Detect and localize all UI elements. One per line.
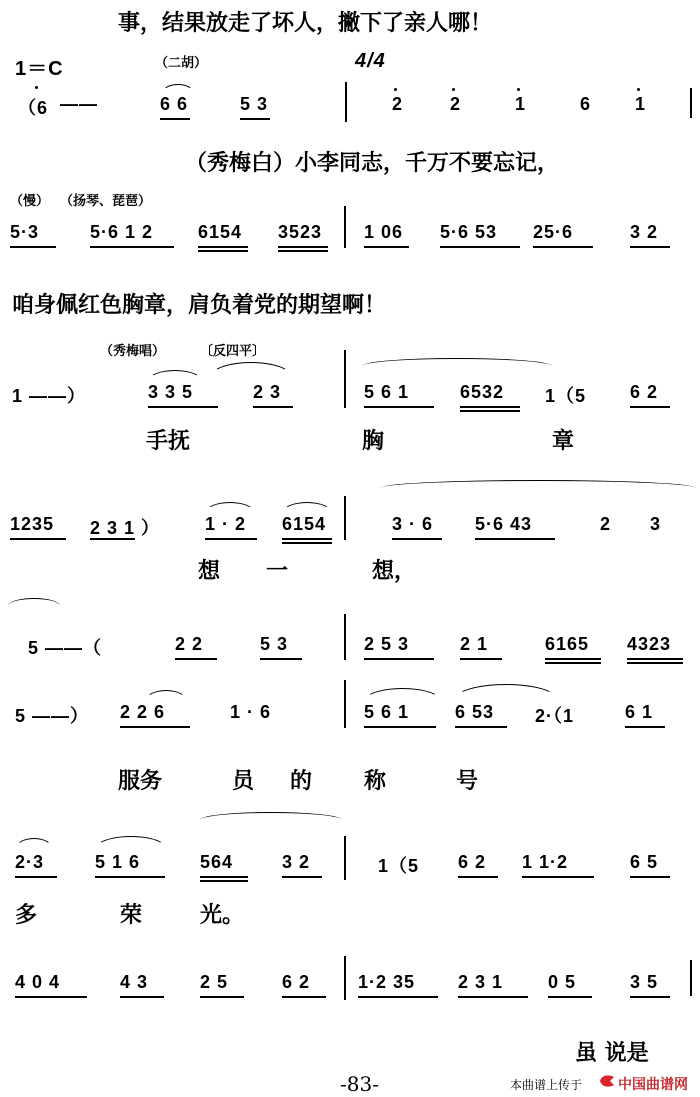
note-group: 1 bbox=[635, 94, 647, 114]
bar-line bbox=[344, 350, 346, 408]
note-group: 1（5 bbox=[545, 386, 587, 406]
note-group: 1 06 bbox=[364, 222, 404, 242]
bar-line bbox=[690, 88, 692, 118]
octave-dot bbox=[517, 88, 520, 91]
note-group: 1 1·2 bbox=[522, 852, 569, 872]
bar-line bbox=[344, 680, 346, 728]
slur bbox=[162, 84, 194, 93]
lyric: 一 bbox=[266, 559, 289, 584]
note-group: 3523 bbox=[278, 222, 323, 242]
note-group: 5 6 1 bbox=[364, 382, 410, 402]
note-group: 5·6 43 bbox=[475, 514, 533, 534]
note-group: 1（5 bbox=[378, 856, 420, 876]
note-group: 3 2 bbox=[282, 852, 311, 872]
slur bbox=[145, 690, 187, 701]
lyric: 服务 bbox=[118, 769, 163, 794]
phrase-mark bbox=[362, 358, 552, 369]
note-group: 6 6 bbox=[160, 94, 189, 114]
phrase-mark bbox=[8, 598, 60, 607]
note-group: 2 5 bbox=[200, 972, 229, 992]
beam-underline bbox=[148, 406, 218, 408]
bar-line bbox=[344, 956, 346, 1000]
key-signature: 1＝C bbox=[15, 58, 64, 80]
slur bbox=[364, 688, 441, 701]
note-group: 2 2 6 bbox=[120, 702, 166, 722]
lyric: 的 bbox=[290, 769, 313, 794]
slur bbox=[210, 362, 292, 377]
phrase-mark bbox=[200, 812, 342, 825]
beam-underline bbox=[364, 726, 436, 728]
beam-underline bbox=[10, 246, 56, 248]
beam-underline bbox=[545, 658, 601, 660]
note-group: 6 1 bbox=[625, 702, 654, 722]
time-signature: 4/4 bbox=[355, 50, 386, 72]
note-group: 6 5 bbox=[630, 852, 659, 872]
logo-icon bbox=[598, 1073, 618, 1089]
lyric: 光。 bbox=[200, 903, 245, 928]
bar-line bbox=[344, 496, 346, 540]
lyric: 员 bbox=[232, 769, 255, 794]
note-group: 5 ——（ bbox=[28, 638, 103, 658]
note-group: 6 2 bbox=[458, 852, 487, 872]
note-group: 2·3 bbox=[15, 852, 45, 872]
beam-underline bbox=[253, 406, 293, 408]
note-group: （6 bbox=[18, 98, 49, 118]
erhu-label: （二胡） bbox=[155, 56, 208, 71]
beam-underline bbox=[198, 246, 248, 248]
spoken-line: 咱身佩红色胸章，肩负着党的期望啊！ bbox=[12, 293, 387, 318]
mode-label: 〔反四平〕 bbox=[200, 344, 266, 359]
lyric: 虽 说是 bbox=[575, 1041, 649, 1066]
lyric: 号 bbox=[456, 769, 479, 794]
beam-underline bbox=[200, 880, 248, 882]
beam-underline bbox=[15, 996, 87, 998]
beam-underline bbox=[364, 246, 409, 248]
beam-underline bbox=[282, 996, 326, 998]
beam-underline bbox=[260, 658, 302, 660]
beam-underline bbox=[240, 118, 270, 120]
beam-underline bbox=[120, 726, 190, 728]
note-group: 2·（1 bbox=[535, 706, 575, 726]
beam-underline bbox=[200, 876, 248, 878]
octave-dot bbox=[452, 88, 455, 91]
note-group: 1 · 6 bbox=[230, 702, 272, 722]
lyric: 想 bbox=[198, 559, 221, 584]
note-group: 3 5 bbox=[630, 972, 659, 992]
beam-underline bbox=[90, 246, 174, 248]
beam-underline bbox=[10, 538, 66, 540]
beam-underline bbox=[15, 876, 57, 878]
slur bbox=[455, 684, 557, 699]
beam-underline bbox=[278, 250, 328, 252]
note-group: 1 bbox=[515, 94, 527, 114]
watermark-prefix: 本曲谱上传于 bbox=[510, 1078, 583, 1092]
note-group: 5 1 6 bbox=[95, 852, 141, 872]
beam-underline bbox=[460, 406, 520, 408]
watermark-site: 中国曲谱网 bbox=[618, 1077, 688, 1093]
note-group: 2 2 bbox=[175, 634, 204, 654]
note-group: 1 ——） bbox=[12, 386, 87, 406]
beam-underline bbox=[630, 246, 670, 248]
page-number: -83- bbox=[340, 1072, 379, 1096]
beam-underline bbox=[282, 538, 332, 540]
note-group: 1·2 35 bbox=[358, 972, 416, 992]
bar-line bbox=[690, 960, 692, 996]
beam-underline bbox=[364, 658, 434, 660]
beam-underline bbox=[630, 996, 670, 998]
note-group: 3 2 bbox=[630, 222, 659, 242]
beam-underline bbox=[548, 996, 592, 998]
beam-underline bbox=[282, 542, 332, 544]
note-group: 1235 bbox=[10, 514, 55, 534]
bar-line bbox=[344, 206, 346, 248]
spoken-line: （秀梅白）小李同志，千万不要忘记， bbox=[185, 151, 560, 176]
lyric: 想， bbox=[372, 559, 417, 584]
note-group: 2 bbox=[450, 94, 462, 114]
beam-underline bbox=[392, 538, 442, 540]
note-group: 4 3 bbox=[120, 972, 149, 992]
beam-underline bbox=[460, 410, 520, 412]
beam-underline bbox=[440, 246, 520, 248]
note-group: 5 ——） bbox=[15, 706, 90, 726]
beam-underline bbox=[458, 876, 498, 878]
slur bbox=[15, 838, 53, 849]
note-group: —— bbox=[60, 94, 98, 114]
note-group: 6154 bbox=[198, 222, 243, 242]
beam-underline bbox=[627, 662, 683, 664]
note-group: 25·6 bbox=[533, 222, 574, 242]
note-group: 6165 bbox=[545, 634, 590, 654]
note-group: 6 2 bbox=[630, 382, 659, 402]
note-group: 4 0 4 bbox=[15, 972, 61, 992]
beam-underline bbox=[198, 250, 248, 252]
note-group: 6532 bbox=[460, 382, 505, 402]
instrument-label: （扬琴、琵琶） bbox=[60, 194, 152, 209]
note-group: 5·6 53 bbox=[440, 222, 498, 242]
lyric: 称 bbox=[364, 769, 387, 794]
beam-underline bbox=[175, 658, 217, 660]
beam-underline bbox=[364, 406, 434, 408]
note-group: 6154 bbox=[282, 514, 327, 534]
beam-underline bbox=[90, 538, 135, 540]
note-group: 2 3 1 ） bbox=[90, 518, 161, 538]
lyric: 手抚 bbox=[146, 429, 191, 454]
note-group: 5 6 1 bbox=[364, 702, 410, 722]
singer-label: （秀梅唱） bbox=[100, 344, 166, 359]
note-group: 5·6 1 2 bbox=[90, 222, 154, 242]
beam-underline bbox=[358, 996, 438, 998]
note-group: 4323 bbox=[627, 634, 672, 654]
lyric: 荣 bbox=[120, 903, 143, 928]
beam-underline bbox=[160, 118, 190, 120]
tempo-label: （慢） bbox=[10, 194, 50, 209]
beam-underline bbox=[95, 876, 165, 878]
slur bbox=[282, 502, 332, 513]
note-group: 5 3 bbox=[260, 634, 289, 654]
note-group: 5 3 bbox=[240, 94, 269, 114]
beam-underline bbox=[625, 726, 665, 728]
phrase-mark bbox=[380, 480, 696, 491]
beam-underline bbox=[460, 658, 502, 660]
beam-underline bbox=[630, 406, 670, 408]
beam-underline bbox=[630, 876, 670, 878]
note-group: 3 bbox=[650, 514, 662, 534]
beam-underline bbox=[120, 996, 164, 998]
slur bbox=[205, 502, 255, 513]
note-group: 2 5 3 bbox=[364, 634, 410, 654]
note-group: 0 5 bbox=[548, 972, 577, 992]
note-group: 2 bbox=[600, 514, 612, 534]
note-group: 1 · 2 bbox=[205, 514, 247, 534]
note-group: 2 1 bbox=[460, 634, 489, 654]
note-group: 2 3 1 bbox=[458, 972, 504, 992]
slur bbox=[148, 370, 202, 381]
note-group: 6 53 bbox=[455, 702, 495, 722]
top-lyric-line: 事，结果放走了坏人，撇下了亲人哪！ bbox=[118, 11, 493, 36]
lyric: 多 bbox=[15, 903, 38, 928]
beam-underline bbox=[282, 876, 322, 878]
beam-underline bbox=[205, 538, 257, 540]
octave-dot bbox=[637, 88, 640, 91]
note-group: 6 2 bbox=[282, 972, 311, 992]
bar-line bbox=[345, 82, 347, 122]
octave-dot bbox=[394, 88, 397, 91]
bar-line bbox=[344, 614, 346, 660]
lyric: 章 bbox=[552, 429, 575, 454]
bar-line bbox=[344, 836, 346, 880]
beam-underline bbox=[278, 246, 328, 248]
note-group: 5·3 bbox=[10, 222, 40, 242]
beam-underline bbox=[545, 662, 601, 664]
note-group: 2 3 bbox=[253, 382, 282, 402]
beam-underline bbox=[458, 996, 528, 998]
octave-dot bbox=[35, 86, 38, 89]
beam-underline bbox=[200, 996, 244, 998]
beam-underline bbox=[522, 876, 594, 878]
note-group: 3 · 6 bbox=[392, 514, 434, 534]
note-group: 2 bbox=[392, 94, 404, 114]
note-group: 564 bbox=[200, 852, 234, 872]
beam-underline bbox=[533, 246, 593, 248]
beam-underline bbox=[627, 658, 683, 660]
lyric: 胸 bbox=[362, 429, 385, 454]
note-group: 3 3 5 bbox=[148, 382, 194, 402]
beam-underline bbox=[455, 726, 507, 728]
note-group: 6 bbox=[580, 94, 592, 114]
beam-underline bbox=[475, 538, 555, 540]
slur bbox=[95, 836, 167, 849]
